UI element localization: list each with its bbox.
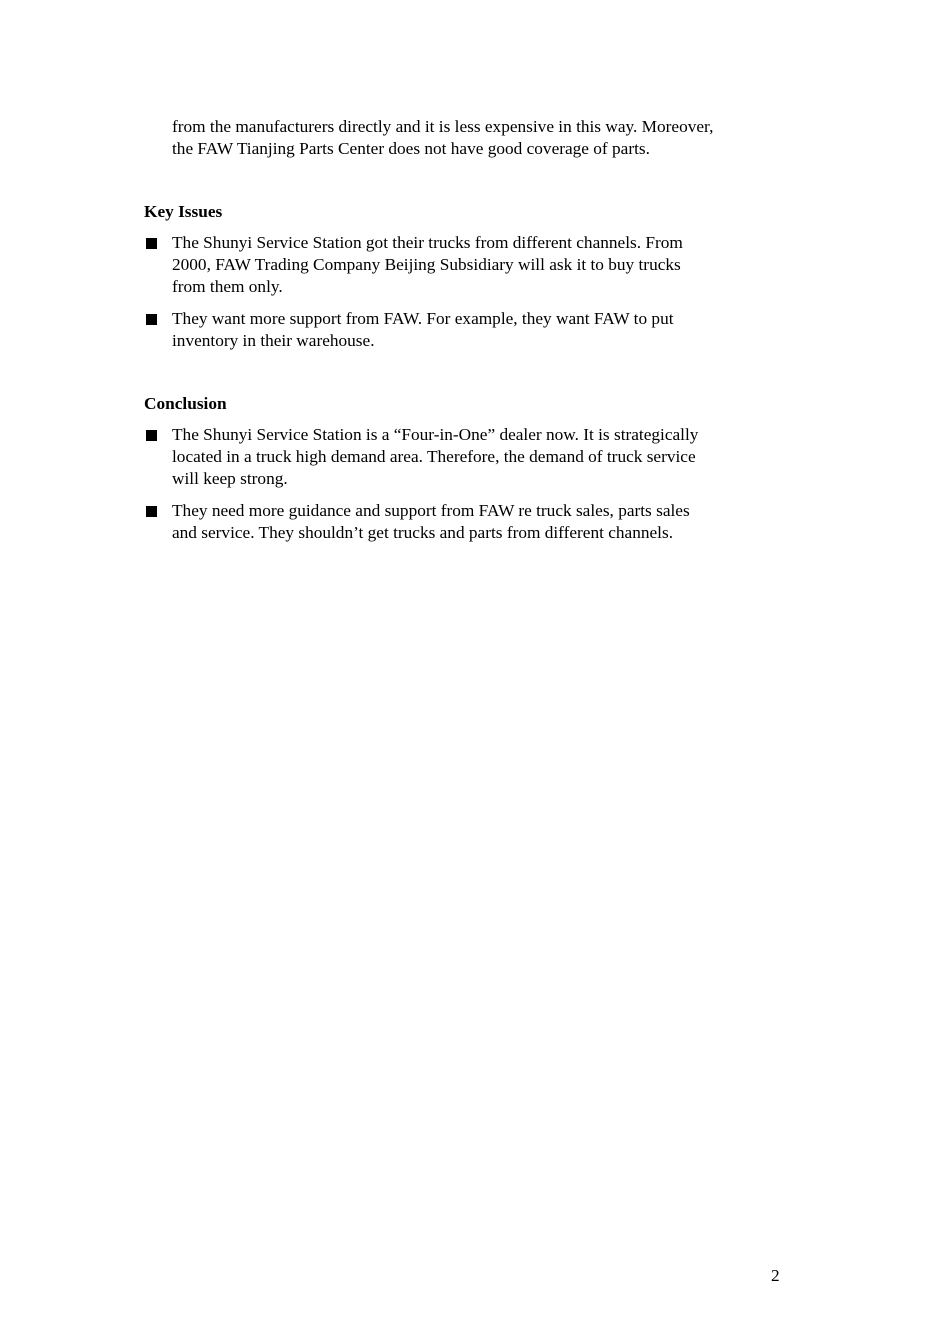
text-line: The Shunyi Service Station got their trucks from different channels. From <box>172 233 683 252</box>
square-bullet-icon <box>146 506 157 517</box>
conclusion-heading: Conclusion <box>144 394 227 413</box>
key-issue-item <box>172 308 674 352</box>
text-line: located in a truck high demand area. Therefore, the demand of truck service <box>172 447 696 466</box>
conclusion-item <box>172 500 690 544</box>
text-line: inventory in their warehouse. <box>172 331 375 350</box>
text-line: and service. They shouldn’t get trucks and parts from different channels. <box>172 523 674 542</box>
page-number: 2 <box>771 1266 780 1285</box>
text-line: 2000, FAW Trading Company Beijing Subsidiary will ask it to buy trucks <box>172 255 681 274</box>
square-bullet-icon <box>146 314 157 325</box>
text-line: The Shunyi Service Station is a “Four-in-One” dealer now. It is strategically <box>172 425 699 444</box>
key-issue-item <box>172 232 683 298</box>
text-line: will keep strong. <box>172 469 288 488</box>
key-issues-heading: Key Issues <box>144 202 223 221</box>
square-bullet-icon <box>146 238 157 249</box>
continuation-paragraph <box>172 116 713 160</box>
text-line: They want more support from FAW. For example, they want FAW to put <box>172 309 674 328</box>
text-line: from the manufacturers directly and it is less expensive in this way. Moreover, <box>172 117 714 136</box>
text-line: They need more guidance and support from FAW re truck sales, parts sales <box>172 501 690 520</box>
text-line: the FAW Tianjing Parts Center does not have good coverage of parts. <box>172 139 650 158</box>
conclusion-item <box>172 424 698 490</box>
square-bullet-icon <box>146 430 157 441</box>
text-line: from them only. <box>172 277 283 296</box>
